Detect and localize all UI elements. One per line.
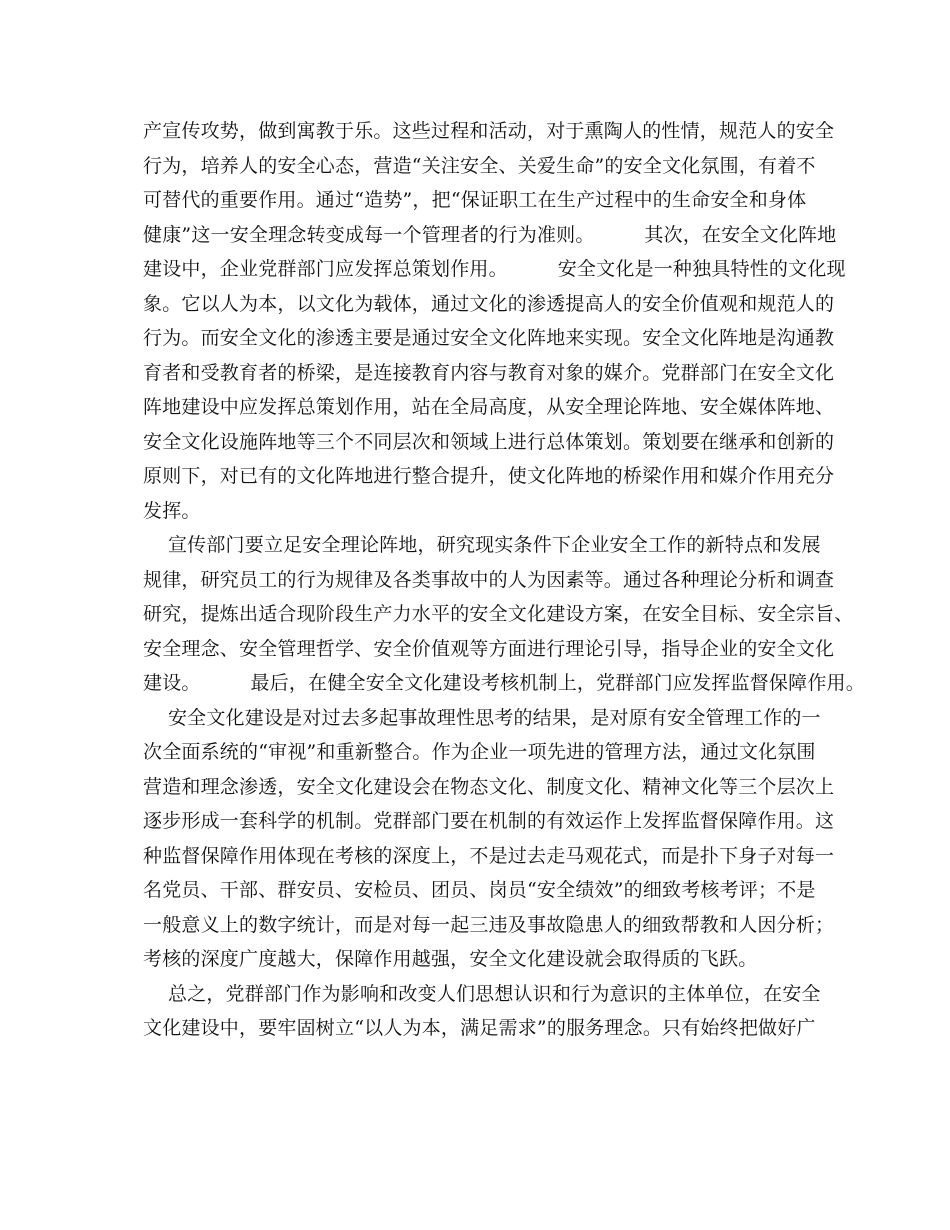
text-line: 营造和理念渗透，安全文化建设会在物态文化、制度文化、精神文化等三个层次上: [143, 775, 835, 798]
text-line: 逐步形成一套科学的机制。党群部门要在机制的有效运作上发挥监督保障作用。这: [143, 810, 835, 832]
text-line: 建设。 最后，在健全安全文化建设考核机制上，党群部门应发挥监督保障作用。: [143, 672, 865, 694]
text-line: 安全文化建设是对过去多起事故理性思考的结果，是对原有安全管理工作的一: [143, 706, 821, 729]
text-line: 可替代的重要作用。通过“造势”，把“保证职工在生产过程中的生命安全和身体: [143, 189, 807, 211]
text-line: 种监督保障作用体现在考核的深度上，不是过去走马观花式，而是扑下身子对每一: [143, 844, 835, 867]
text-line: 阵地建设中应发挥总策划作用，站在全局高度，从安全理论阵地、安全媒体阵地、: [143, 396, 835, 418]
text-line: 规律，研究员工的行为规律及各类事故中的人为因素等。通过各种理论分析和调查: [143, 568, 835, 591]
text-line: 育者和受教育者的桥梁，是连接教育内容与教育对象的媒介。党群部门在安全文化: [143, 361, 835, 384]
text-line: 安全文化设施阵地等三个不同层次和领域上进行总体策划。策划要在继承和创新的: [143, 430, 835, 453]
text-line: 行为。而安全文化的渗透主要是通过安全文化阵地来实现。安全文化阵地是沟通教: [143, 327, 835, 349]
text-line: 考核的深度广度越大，保障作用越强，安全文化建设就会取得质的飞跃。: [143, 948, 758, 970]
text-line: 文化建设中，要牢固树立“以人为本，满足需求”的服务理念。只有始终把做好广: [143, 1017, 816, 1039]
text-line: 研究，提炼出适合现阶段生产力水平的安全文化建设方案，在安全目标、安全宗旨、: [143, 603, 854, 625]
text-line: 原则下，对已有的文化阵地进行整合提升，使文化阵地的桥梁作用和媒介作用充分: [143, 465, 835, 487]
text-line: 宣传部门要立足安全理论阵地，研究现实条件下企业安全工作的新特点和发展: [143, 534, 821, 556]
text-line: 象。它以人为本，以文化为载体，通过文化的渗透提高人的安全价值观和规范人的: [143, 292, 835, 315]
text-line: 建设中，企业党群部门应发挥总策划作用。 安全文化是一种独具特性的文化现: [143, 258, 846, 280]
text-line: 发挥。: [143, 499, 201, 522]
text-line: 名党员、干部、群安员、安检员、团员、岗员“安全绩效”的细致考核考评；不是: [143, 879, 816, 901]
text-line: 一般意义上的数字统计，而是对每一起三违及事故隐患人的细致帮教和人因分析；: [143, 913, 835, 936]
text-line: 安全理念、安全管理哲学、安全价值观等方面进行理论引导，指导企业的安全文化: [143, 637, 835, 660]
text-line: 健康”这一安全理念转变成每一个管理者的行为准则。 其次，在安全文化阵地: [143, 223, 837, 246]
text-line: 次全面系统的“审视”和重新整合。作为企业一项先进的管理方法，通过文化氛围: [143, 741, 816, 763]
text-line: 总之，党群部门作为影响和改变人们思想认识和行为意识的主体单位，在安全: [143, 982, 821, 1005]
text-line: 产宣传攻势，做到寓教于乐。这些过程和活动，对于熏陶人的性情，规范人的安全: [143, 120, 835, 142]
body-text: [143, 114, 865, 1046]
text-line: 行为，培养人的安全心态，营造“关注安全、关爱生命”的安全文化氛围，有着不: [143, 154, 816, 177]
